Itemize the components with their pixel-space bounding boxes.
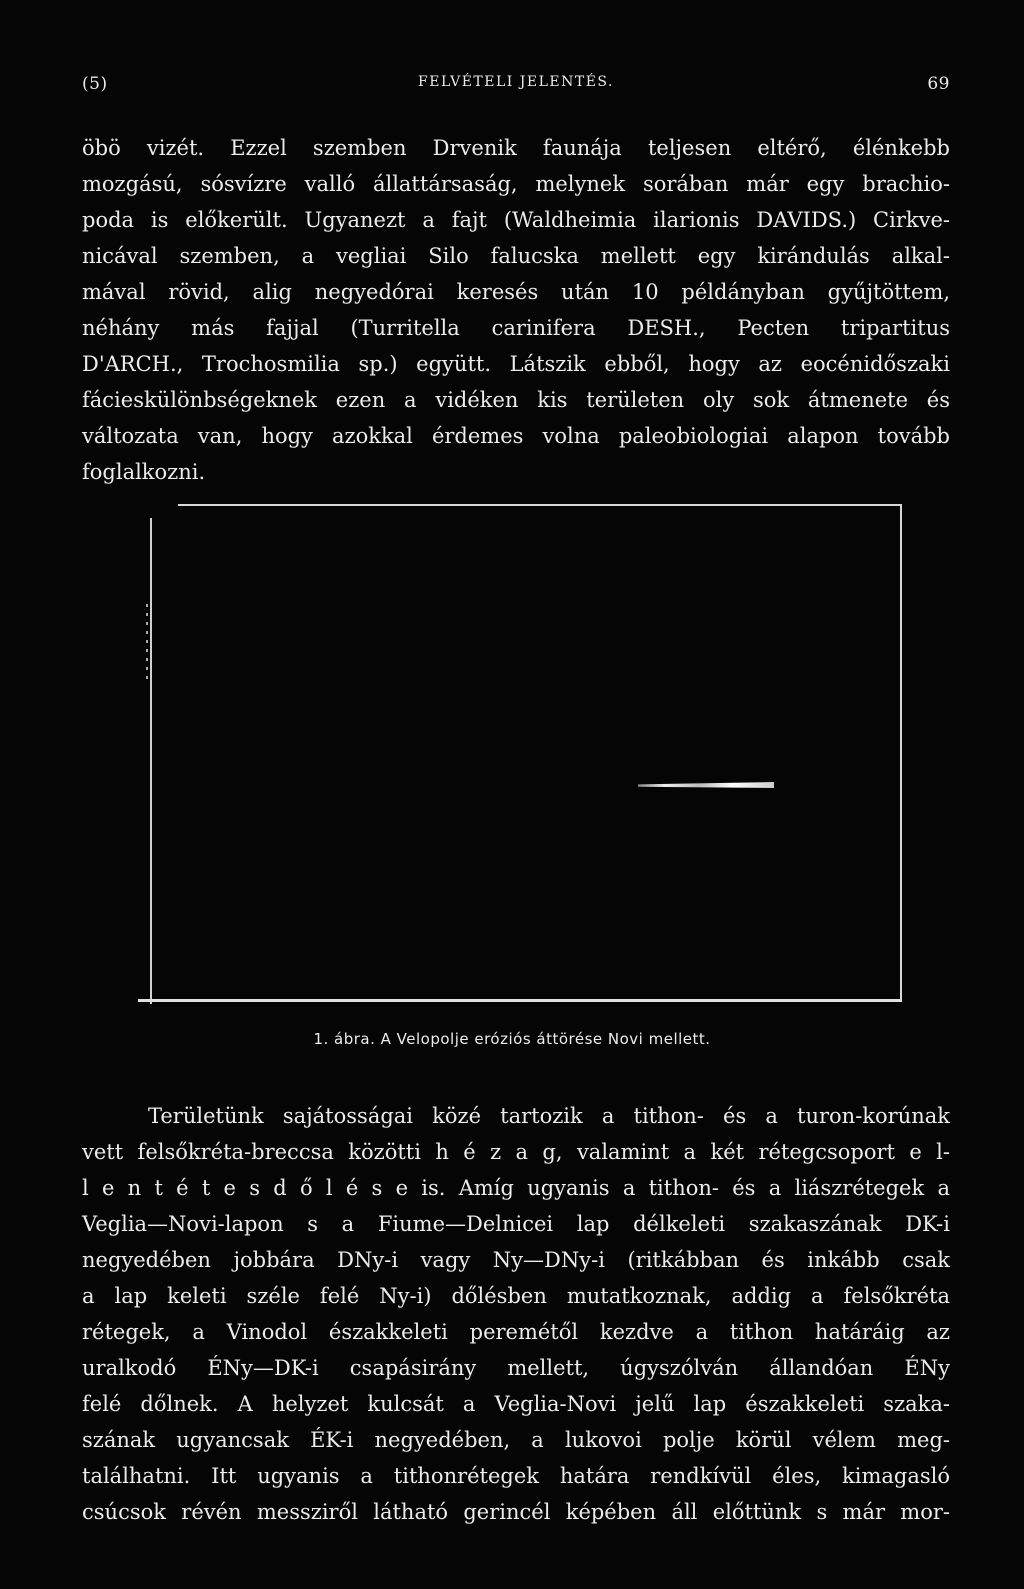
text-line: néhány más fajjal (Turritella carinifera DESH., Pecten tripartitus	[82, 316, 950, 340]
figure-image	[138, 504, 902, 1002]
page-header	[82, 74, 950, 98]
figure-border-top	[178, 504, 902, 506]
text-line: poda is előkerült. Ugyanezt a fajt (Waldheimia ilarionis DAVIDS.) Cirkve-	[82, 208, 950, 232]
text-line: szának ugyancsak ÉK-i negyedében, a lukovoi polje körül vélem meg-	[82, 1428, 950, 1452]
text-line: rétegek, a Vinodol északkeleti peremétől kezdve a tithon határáig az	[82, 1320, 950, 1344]
text-line: találhatni. Itt ugyanis a tithonrétegek határa rendkívül éles, kimagasló	[82, 1464, 950, 1488]
text-line: mozgású, sósvízre valló állattársaság, melynek sorában már egy brachio-	[82, 172, 950, 196]
text-line: Veglia—Novi-lapon s a Fiume—Delnicei lap délkeleti szakaszának DK-i	[82, 1212, 950, 1236]
figure-border-right	[900, 504, 902, 1002]
figure-border-bottom	[138, 999, 902, 1002]
figure-caption: 1. ábra. A Velopolje eróziós áttörése Novi mellett.	[313, 1030, 711, 1048]
section-number: (5)	[82, 74, 108, 94]
text-line: fácieskülönbségeknek ezen a vidéken kis területen oly sok átmenete és	[82, 388, 950, 412]
text-line: vett felsőkréta-breccsa közötti h é z a g, valamint a két rétegcsoport e l-	[82, 1140, 950, 1164]
text-line: öbö vizét. Ezzel szemben Drvenik faunája teljesen eltérő, élénkebb	[82, 136, 950, 160]
text-line: mával rövid, alig negyedórai keresés után 10 példányban gyűjtöttem,	[82, 280, 950, 304]
text-line: Területünk sajátosságai közé tartozik a tithon- és a turon-korúnak	[148, 1104, 950, 1128]
text-line: l e n t é t e s d ő l é s e is. Amíg ugyanis a tithon- és a liászrétegek a	[82, 1176, 950, 1200]
text-line: nicával szemben, a vegliai Silo falucska mellett egy kirándulás alkal-	[82, 244, 950, 268]
figure-border-left	[150, 518, 152, 1004]
figure-horizon-mark	[638, 782, 774, 788]
figure-scratch-marks	[146, 604, 148, 684]
text-line: felé dőlnek. A helyzet kulcsát a Veglia-Novi jelű lap északkeleti szaka-	[82, 1392, 950, 1416]
text-line: változata van, hogy azokkal érdemes volna paleobiologiai alapon tovább	[82, 424, 950, 448]
text-line: foglalkozni.	[82, 460, 206, 484]
text-line: csúcsok révén messziről látható gerincél képében áll előttünk s már mor-	[82, 1500, 950, 1524]
text-line: negyedében jobbára DNy-i vagy Ny—DNy-i (ritkábban és inkább csak	[82, 1248, 950, 1272]
text-line: uralkodó ÉNy—DK-i csapásirány mellett, úgyszólván állandóan ÉNy	[82, 1356, 950, 1380]
text-line: a lap keleti széle felé Ny-i) dőlésben mutatkoznak, addig a felsőkréta	[82, 1284, 950, 1308]
page-number: 69	[927, 74, 950, 94]
text-line: D'ARCH., Trochosmilia sp.) együtt. Látszik ebből, hogy az eocénidőszaki	[82, 352, 950, 376]
running-title: FELVÉTELI JELENTÉS.	[418, 74, 614, 90]
